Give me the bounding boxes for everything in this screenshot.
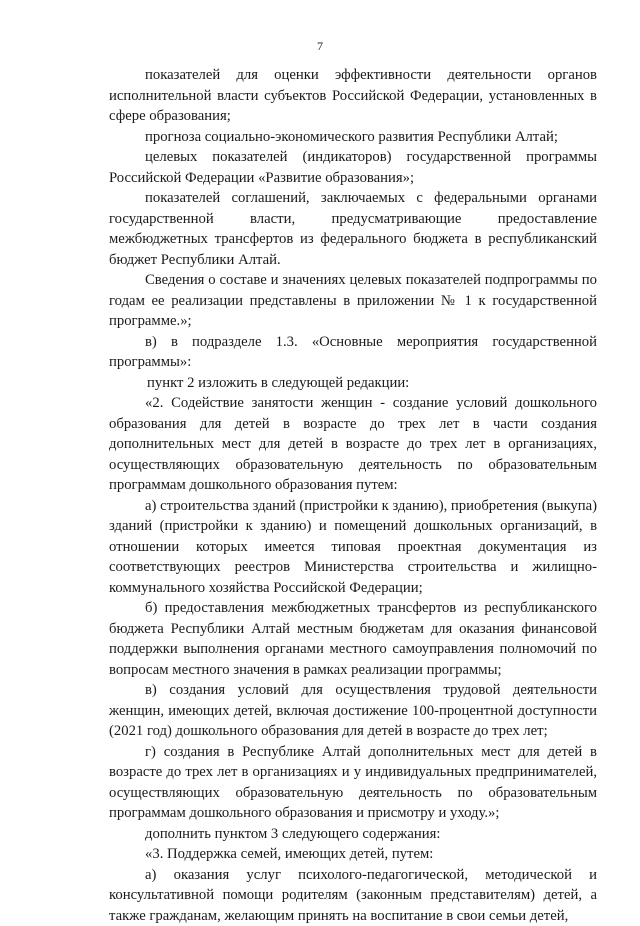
paragraph: б) предоставления межбюджетных трансфертов из республиканского бюджета Республики Алтай местным бюджетам для оказания финансовой поддержки выполнения органами местного самоуправления полномочий по вопросам местного значения в рамках реализации программы; xyxy=(109,598,597,680)
paragraph: показателей для оценки эффективности деятельности органов исполнительной власти субъектов Российской Федерации, установленных в сфере образования; xyxy=(109,65,597,127)
paragraph: дополнить пунктом 3 следующего содержания: xyxy=(109,824,597,845)
paragraph: а) оказания услуг психолого-педагогической, методической и консультативной помощи родителям (законным представителям) детей, а также гражданам, желающим принять на воспитание в свои семьи детей, xyxy=(109,865,597,926)
paragraph: в) в подразделе 1.3. «Основные мероприятия государственной программы»: xyxy=(109,332,597,373)
paragraph: в) создания условий для осуществления трудовой деятельности женщин, имеющих детей, включая достижение 100-процентной доступности (2021 год) дошкольного образования для детей в возрасте до трех лет; xyxy=(109,680,597,742)
paragraph: Сведения о составе и значениях целевых показателей подпрограммы по годам ее реализации представлены в приложении № 1 к государственной программе.»; xyxy=(109,270,597,332)
document-body xyxy=(109,65,597,926)
paragraph: а) строительства зданий (пристройки к зданию), приобретения (выкупа) зданий (пристройки к зданию) и помещений дошкольных организаций, в отношении которых имеется типовая проектная документация из соответствующих реестров Министерства строительства и жилищно-коммунального хозяйства Российской Федерации; xyxy=(109,496,597,599)
page-number: 7 xyxy=(0,39,640,54)
paragraph: пункт 2 изложить в следующей редакции: xyxy=(109,373,597,394)
paragraph: «2. Содействие занятости женщин - создание условий дошкольного образования для детей в возрасте до трех лет в части создания дополнительных мест для детей в возрасте до трех лет в организациях, осуществляющих образовательную деятельность по образовательным программам дошкольного образования путем: xyxy=(109,393,597,496)
paragraph: г) создания в Республике Алтай дополнительных мест для детей в возрасте до трех лет в организациях и у индивидуальных предпринимателей, осуществляющих образовательную деятельность по образовательным программам дошкольного образования и присмотру и уходу.»; xyxy=(109,742,597,824)
paragraph: целевых показателей (индикаторов) государственной программы Российской Федерации «Развитие образования»; xyxy=(109,147,597,188)
paragraph: показателей соглашений, заключаемых с федеральными органами государственной власти, предусматривающие предоставление межбюджетных трансфертов из федерального бюджета в республиканский бюджет Республики Алтай. xyxy=(109,188,597,270)
paragraph: «3. Поддержка семей, имеющих детей, путем: xyxy=(109,844,597,865)
paragraph: прогноза социально-экономического развития Республики Алтай; xyxy=(109,127,597,148)
